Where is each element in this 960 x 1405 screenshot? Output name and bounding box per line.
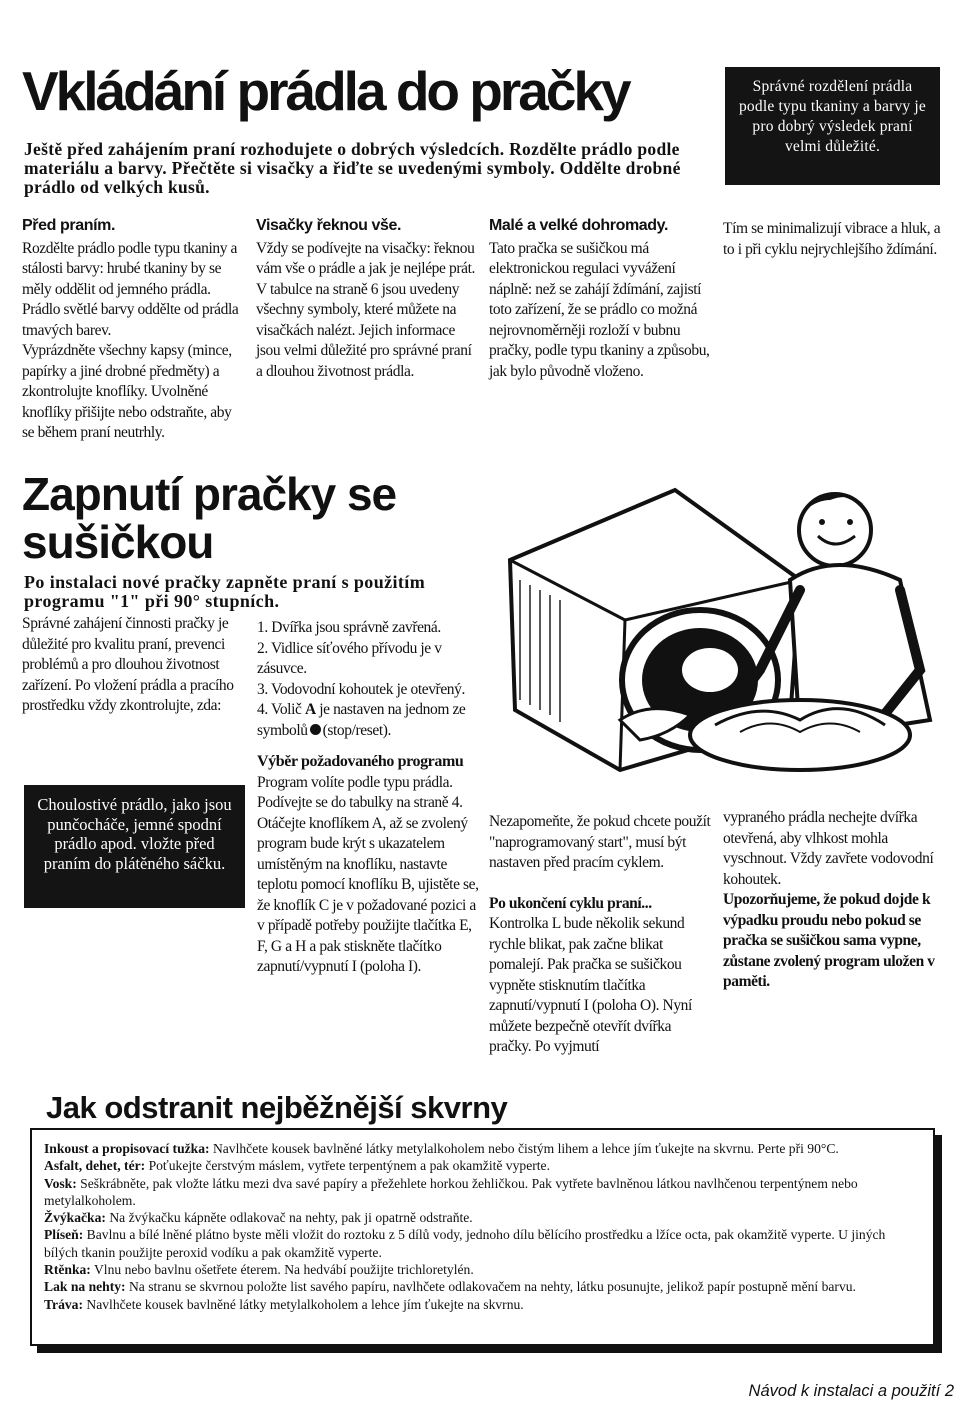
paragraph: Prádlo světlé barvy oddělte od prádla tmavých barev.: [22, 301, 239, 339]
stain-label: Tráva:: [44, 1296, 84, 1312]
text: 4. Volič: [257, 701, 305, 718]
paragraph: Nezapomeňte, že pokud chcete použít "naprogramovaný start", musí být nastaven před pracím cyklem.: [489, 813, 711, 871]
column-vibration: [723, 219, 945, 260]
column-heading: Před praním.: [22, 217, 116, 234]
stain-list: [44, 1138, 921, 1313]
stain-text: Na žvýkačku kápněte odlakovač na nehty, pak ji opatrně odstraňte.: [105, 1210, 473, 1226]
delicates-callout: [24, 785, 245, 908]
paragraph: Tím se minimalizují vibrace a hluk, a to i při cyklu nejrychlejšího ždímání.: [723, 220, 941, 258]
stain-label: Žvýkačka:: [44, 1210, 106, 1226]
stain-label: Inkoust a propisovací tužka:: [44, 1141, 210, 1156]
stain-item: [44, 1175, 921, 1210]
paragraph: Vyprázdněte všechny kapsy (mince, papírky a jiné drobné předměty) a zkontrolujte knoflíky. Uvolněné knoflíky přišijte nebo odstraňte, aby se během praní neutrhly.: [22, 342, 232, 441]
column-labels: [256, 216, 478, 382]
paragraph: Program volíte podle typu prádla. Podívejte se do tabulky na straně 4. Otáčejte knoflíkem A, až se zvolený program bude krýt s ukazatelem umístěným na knoflíku, nastavte teplotu pomocí knoflíku B, ujistěte se, že knoflík C je v požadované pozici a v případě potřeby použijte tlačítka E, F, G a H a pak stiskněte tlačítko zapnutí/vypnutí I (poloha I).: [257, 773, 479, 975]
stain-label: Asfalt, dehet, tér:: [44, 1158, 146, 1174]
stain-text: Navlhčete kousek bavlněné látky metylalkoholem a lehce jím ťukejte na skvrnu.: [83, 1296, 524, 1312]
end-of-cycle: [489, 812, 711, 1058]
checklist-item: 1. Dvířka jsou správně zavřená.: [257, 619, 441, 636]
paragraph: Vždy se podívejte na visačky: řeknou vám vše o prádle a jak je nejlépe prát.: [256, 239, 475, 277]
stain-item: [44, 1209, 921, 1226]
page-footer: Návod k instalaci a použití 2: [748, 1382, 954, 1400]
startup-intro: [22, 614, 247, 717]
column-small-and-large: [489, 216, 711, 382]
section-title-stains: Jak odstranit nejběžnější skvrny: [40, 1090, 513, 1126]
checklist-item: 2. Vidlice síťového přívodu je v zásuvce.: [257, 639, 442, 677]
page-title: Vkládání prádla do pračky: [22, 60, 629, 122]
callout-top-text: Správné rozdělení prádla podle typu tkaniny a barvy je pro dobrý výsledek praní velmi důležité.: [738, 78, 927, 155]
checklist: [257, 618, 482, 741]
man-loading-washer-illustration: [500, 470, 945, 785]
after-unloading: [723, 808, 945, 993]
stain-item: [44, 1261, 921, 1278]
stain-item: [44, 1226, 921, 1261]
knob-letter: A: [304, 701, 316, 718]
stain-text: Bavlnu a bílé lněné plátno byste měli vložit do roztoku z 5 dílů vody, jednoho dílu bělícího prostředku a lžíce octa, pak okamžitě vyperte. U jiných bílých tkanin použijte peroxid vodíku a pak okamžitě vyperte.: [44, 1227, 886, 1260]
stain-item: [44, 1140, 921, 1157]
stain-text: Poťukejte čerstvým máslem, vytřete terpentýnem a pak okamžitě vyperte.: [145, 1158, 550, 1174]
text: je nastaven na jednom ze symbolů: [257, 701, 466, 739]
stain-item: [44, 1278, 921, 1295]
text: (stop/reset).: [322, 721, 392, 739]
stain-label: Rtěnka:: [44, 1262, 91, 1278]
stain-label: Vosk:: [44, 1175, 77, 1191]
column-heading: Visačky řeknou vše.: [256, 217, 402, 234]
column-heading: Malé a velké dohromady.: [489, 217, 669, 234]
stain-removal-box: [30, 1128, 935, 1346]
stain-text: Seškrábněte, pak vložte látku mezi dva savé papíry a přežehlete horkou žehličkou. Pak vytřete bavlněnou látkou navlhčenou terpentýnem nebo metylalkoholem.: [44, 1175, 858, 1208]
stain-text: Vlnu nebo bavlnu ošetřete éterem. Na hedvábí použijte trichloretylén.: [90, 1262, 474, 1278]
program-selection: [257, 752, 479, 978]
stain-item: [44, 1296, 921, 1313]
section-title-switch-on: [22, 470, 396, 566]
paragraph: vypraného prádla nechejte dvířka otevřená, aby vlhkost mohla vyschnout. Vždy zavřete vodovodní kohoutek.: [723, 809, 934, 888]
checklist-item: 3. Vodovodní kohoutek je otevřený.: [257, 680, 465, 698]
stain-text: Na stranu se skvrnou položte list savého papíru, navlhčete odlakovačem na nehty, látku posunujte, jelikož papír postupně mění barvu.: [125, 1279, 856, 1295]
paragraph: Tato pračka se sušičkou má elektronickou regulaci vyvážení náplně: než se zahájí ždímání, zajistí toto zařízení, že se prádlo co možná nejrovnoměrněji rozloží v bubnu pračky, podle typu tkaniny a způsobu, jak bylo původně vloženo.: [489, 239, 710, 380]
checklist-item: [257, 700, 482, 741]
stain-item: [44, 1157, 921, 1174]
title-line: Zapnutí pračky se: [22, 468, 397, 520]
stain-label: Lak na nehty:: [44, 1279, 126, 1295]
callout-text: Choulostivé prádlo, jako jsou punčocháče, jemné spodní prádlo apod. vložte před praním do plátěného sáčku.: [37, 795, 232, 873]
paragraph: Kontrolka L bude několik sekund rychle blikat, pak začne blikat pomalejí. Pak pračka se sušičkou vypněte stisknutím tlačítka zapnutí/vypnutí I (poloha O). Nyní můžete bezpečně otevřít dvířka pračky. Po vyjmutí: [489, 915, 692, 1055]
callout-top: [725, 67, 940, 185]
title-line: sušičkou: [22, 516, 214, 568]
end-heading: Po ukončení cyklu praní...: [489, 894, 652, 912]
lead-text: Po instalaci nové pračky zapněte praní s použitím programu "1" při 90° stupních.: [24, 572, 426, 611]
power-failure-warning: Upozorňujeme, že pokud dojde k výpadku proudu nebo pokud se pračka se sušičkou sama vypne, zůstane zvolený program uložen v paměti.: [723, 891, 935, 990]
intro-text: Ještě před zahájením praní rozhodujete o dobrých výsledcích. Rozdělte prádlo podle materiálu a barvy. Přečtěte si visačky a řiďte se uvedenými symboly. Oddělte drobné prádlo od velkých kusů.: [24, 139, 681, 197]
column-before-wash: [22, 216, 242, 444]
stop-reset-dot-icon: [310, 724, 321, 735]
program-heading: Výběr požadovaného programu: [257, 753, 464, 770]
stain-text: Navlhčete kousek bavlněné látky metylalkoholem nebo čistým lihem a lehce jím ťukejte na skvrnu. Perte při 90°C.: [209, 1141, 839, 1156]
paragraph: V tabulce na straně 6 jsou uvedeny všechny symboly, které můžete na visačkách nalézt. Jejich informace jsou velmi důležité pro správné praní a dlouhou životnost prádla.: [256, 280, 472, 380]
paragraph: Rozdělte prádlo podle typu tkaniny a stálosti barvy: hrubé tkaniny by se měly oddělit od jemného prádla.: [22, 239, 238, 298]
paragraph: Správné zahájení činnosti pračky je důležité pro kvalitu praní, prevenci problémů a pro dlouhou životnost zařízení. Po vložení prádla a pracího prostředku vždy zkontrolujte, zda:: [22, 615, 234, 714]
stain-label: Plíseň:: [44, 1227, 84, 1243]
